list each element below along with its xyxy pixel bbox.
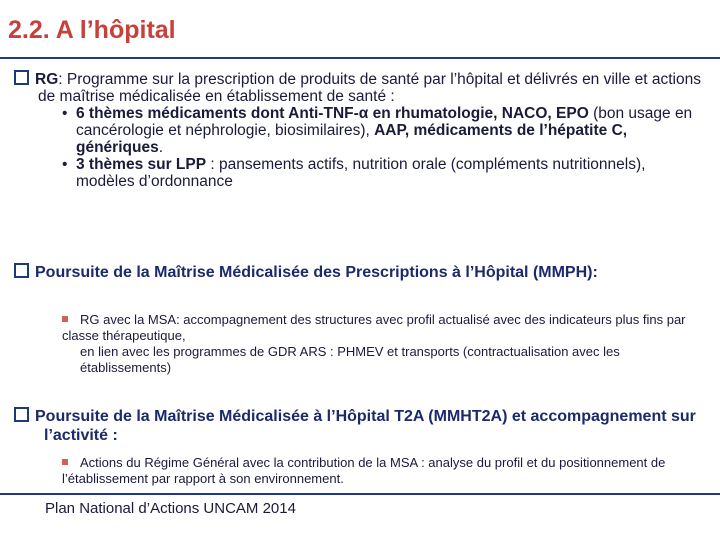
checkbox-bullet-icon (14, 407, 29, 422)
bullet-dot-icon: • (62, 105, 68, 122)
bullet2-part0: 3 thèmes sur LPP (76, 156, 207, 173)
square-bullet-icon (62, 459, 68, 465)
bullet1-part4: . (158, 139, 164, 156)
section2-subitem (62, 312, 702, 376)
section1-text: : Programme sur la prescription de produits de santé par l’hôpital et délivrés en ville et actions de maîtrise médicalisée en établissement de santé : (38, 71, 701, 105)
section1-bullet-lpp (14, 156, 704, 190)
section3-heading (14, 407, 704, 445)
section1-paragraph (14, 71, 704, 105)
section-mmph (14, 263, 704, 282)
section2-heading-text: Poursuite de la Maîtrise Médicalisée des Prescriptions à l’Hôpital (MMPH): (35, 264, 598, 281)
bullet2-part1: : pansements actifs, nutrition orale (compléments nutritionnels), modèles d’ordonnance (76, 156, 646, 190)
checkbox-bullet-icon (14, 263, 29, 278)
section2-heading (14, 263, 704, 282)
bullet1-part1: (bon usage en cancérologie et néphrologie, biosimilaires), (76, 105, 693, 139)
top-divider (0, 57, 720, 59)
bullet1-part2: AAP (374, 122, 405, 139)
section-mmht2a (14, 407, 704, 445)
slide-title: 2.2. A l’hôpital (8, 16, 176, 44)
bottom-divider (0, 493, 720, 495)
bullet1-part3: , médicaments de l’hépatite C, génériques (76, 122, 628, 156)
square-bullet-icon (62, 316, 68, 322)
section3-heading-text: Poursuite de la Maîtrise Médicalisée à l’Hôpital T2A (MMHT2A) et accompagnement sur l’activité : (35, 408, 696, 444)
section1-bullet-medicaments (14, 105, 704, 156)
section3-sub-text: Actions du Régime Général avec la contribution de la MSA : analyse du profil et du positionnement de l’établissement par rapport à son environnement. (62, 455, 666, 486)
section2-sub-line1: RG avec la MSA: accompagnement des structures avec profil actualisé avec des indicateurs plus fins par classe thérapeutique, (62, 312, 686, 343)
bullet1-part0: 6 thèmes médicaments dont Anti-TNF-α en rhumatologie, NACO, EPO (76, 105, 589, 122)
section2-sub-line2: en lien avec les programmes de GDR ARS : PHMEV et transports (contractualisation avec les établissements) (80, 344, 620, 375)
section3-subitem (62, 455, 702, 487)
section-rg-programme (14, 71, 704, 190)
checkbox-bullet-icon (14, 70, 29, 85)
bullet-dot-icon: • (62, 156, 68, 173)
section1-lead: RG (35, 71, 59, 88)
footer-text: Plan National d’Actions UNCAM 2014 (45, 500, 296, 517)
